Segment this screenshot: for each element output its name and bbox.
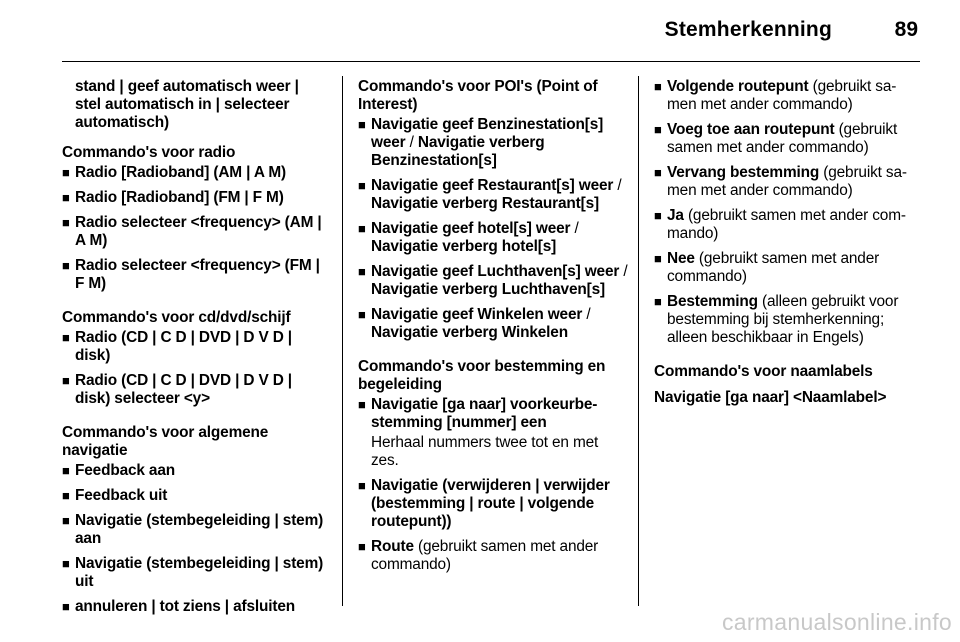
- header-divider: [62, 61, 920, 62]
- column-divider-1: [342, 76, 343, 606]
- list-item-text: Radio [Radioband] (FM | F M): [75, 189, 284, 206]
- list-item: [62, 512, 326, 548]
- name-label-commands-section: [654, 363, 922, 407]
- bullet-icon: ■: [358, 264, 366, 279]
- separator: /: [405, 134, 418, 151]
- bullet-icon: ■: [62, 165, 70, 180]
- bullet-icon: ■: [654, 165, 662, 180]
- list-item: [62, 189, 326, 207]
- destination-commands-section: [358, 358, 628, 574]
- column-divider-2: [638, 76, 639, 606]
- command-description: (gebruikt samen met ander com-mando): [667, 207, 906, 242]
- command-description: (gebruikt samen met ander commando): [667, 250, 880, 285]
- bullet-icon: ■: [62, 556, 70, 571]
- command-name: Route: [371, 538, 414, 555]
- bullet-icon: ■: [654, 208, 662, 223]
- cd-commands-section: [62, 309, 326, 408]
- list-item: [62, 462, 326, 480]
- bullet-icon: ■: [358, 478, 366, 493]
- column-2: [358, 78, 628, 590]
- list-item-text: Navigatie (stembegeleiding | stem) uit: [75, 555, 324, 590]
- list-item: [62, 598, 326, 616]
- bullet-icon: ■: [358, 178, 366, 193]
- list-item: [62, 555, 326, 591]
- list-item-text: Navigatie (stembegeleiding | stem) aan: [75, 512, 324, 547]
- route-commands-list: [654, 78, 922, 347]
- bullet-icon: ■: [654, 294, 662, 309]
- command-name: Nee: [667, 250, 695, 267]
- list-item: [62, 487, 326, 505]
- section-heading: Commando's voor algemene navigatie: [62, 424, 269, 459]
- list-item-text: Navigatie (verwijderen | verwijder (bestemming | route | volgende routepunt)): [371, 477, 610, 530]
- list-item-text: Radio [Radioband] (AM | A M): [75, 164, 286, 181]
- command-name: Voeg toe aan routepunt: [667, 121, 835, 138]
- bullet-icon: ■: [62, 513, 70, 528]
- bullet-icon: ■: [62, 463, 70, 478]
- command-description: (gebruikt sa-men met ander commando): [667, 164, 907, 199]
- list-item: [358, 263, 628, 299]
- section-heading: Commando's voor POI's (Point of Interest): [358, 78, 598, 113]
- list-item-text: Feedback aan: [75, 462, 175, 479]
- item-note: Herhaal nummers twee tot en met zes.: [371, 434, 599, 469]
- command-show: Navigatie geef Benzinestation[s] weer: [371, 116, 604, 151]
- radio-commands-section: [62, 144, 326, 293]
- list-item: [654, 164, 922, 200]
- list-item: [62, 214, 326, 250]
- list-item: [358, 116, 628, 170]
- list-item: [358, 396, 628, 432]
- list-item: [358, 306, 628, 342]
- separator: /: [582, 306, 591, 323]
- command-hide: Navigatie verberg Luchthaven[s]: [371, 281, 605, 298]
- list-item: [654, 121, 922, 157]
- section-heading: Commando's voor naamlabels: [654, 363, 873, 380]
- list-item: [62, 257, 326, 293]
- list-item-text: Radio selecteer <frequency> (AM | A M): [75, 214, 322, 249]
- bullet-icon: ■: [358, 397, 366, 412]
- list-item-text: annuleren | tot ziens | afsluiten: [75, 598, 296, 615]
- bullet-icon: ■: [358, 539, 366, 554]
- bullet-icon: ■: [654, 79, 662, 94]
- section-heading: Commando's voor radio: [62, 144, 236, 161]
- command-show: Navigatie geef Luchthaven[s] weer: [371, 263, 620, 280]
- command-show: Navigatie geef hotel[s] weer: [371, 220, 571, 237]
- bullet-icon: ■: [62, 258, 70, 273]
- list-item: [654, 293, 922, 347]
- section-heading: Commando's voor bestemming en begeleiding: [358, 358, 606, 393]
- page-number: 89: [894, 18, 918, 41]
- bullet-icon: ■: [62, 373, 70, 388]
- bullet-icon: ■: [62, 330, 70, 345]
- list-item: [358, 538, 628, 574]
- list-item: [654, 207, 922, 243]
- bullet-icon: ■: [62, 215, 70, 230]
- bullet-icon: ■: [654, 122, 662, 137]
- list-item-text: Navigatie [ga naar] voorkeurbe-stemming [nummer] een: [371, 396, 598, 431]
- bullet-icon: ■: [358, 221, 366, 236]
- list-item: [358, 220, 628, 256]
- list-item-text: Feedback uit: [75, 487, 168, 504]
- bullet-icon: ■: [62, 190, 70, 205]
- name-label-command: Navigatie [ga naar] <Naamlabel>: [654, 389, 887, 406]
- bullet-icon: ■: [358, 307, 366, 322]
- command-hide: Navigatie verberg Winkelen: [371, 324, 568, 341]
- list-item: [62, 164, 326, 182]
- list-item: [654, 250, 922, 286]
- list-item: [358, 177, 628, 213]
- list-item-text: Radio (CD | C D | DVD | D V D | disk) selecteer <y>: [75, 372, 292, 407]
- command-name: Vervang bestemming: [667, 164, 820, 181]
- bullet-icon: ■: [654, 251, 662, 266]
- command-description: (gebruikt samen met ander commando): [371, 538, 599, 573]
- bullet-icon: ■: [358, 117, 366, 132]
- separator: /: [570, 220, 579, 237]
- command-name: Ja: [667, 207, 684, 224]
- navigation-commands-section: [62, 424, 326, 616]
- list-item-text: Radio (CD | C D | DVD | D V D | disk): [75, 329, 292, 364]
- page-header-title: Stemherkenning: [664, 18, 832, 41]
- command-show: Navigatie geef Winkelen weer: [371, 306, 583, 323]
- list-item: [62, 329, 326, 365]
- bullet-icon: ■: [62, 488, 70, 503]
- separator: /: [613, 177, 622, 194]
- command-show: Navigatie geef Restaurant[s] weer: [371, 177, 614, 194]
- separator: /: [619, 263, 628, 280]
- bullet-icon: ■: [62, 599, 70, 614]
- continued-text: stand | geef automatisch weer | stel automatisch in | selecteer automatisch): [75, 78, 299, 131]
- command-description: (gebruikt samen met ander commando): [667, 121, 898, 156]
- command-description: (gebruikt sa-men met ander commando): [667, 78, 897, 113]
- poi-commands-section: [358, 78, 628, 342]
- list-item: [654, 78, 922, 114]
- command-hide: Navigatie verberg Benzinestation[s]: [371, 134, 545, 169]
- command-hide: Navigatie verberg Restaurant[s]: [371, 195, 599, 212]
- list-item: [62, 372, 326, 408]
- section-heading: Commando's voor cd/dvd/schijf: [62, 309, 291, 326]
- command-name: Volgende routepunt: [667, 78, 809, 95]
- command-description: (alleen gebruikt voor bestemming bij stemherkenning; alleen beschikbaar in Engels): [667, 293, 899, 346]
- watermark-logo: carmanualsonline.info: [721, 609, 952, 635]
- column-1: [62, 78, 326, 632]
- list-item-text: Radio selecteer <frequency> (FM | F M): [75, 257, 320, 292]
- list-item: [358, 477, 628, 531]
- column-3: [654, 78, 922, 423]
- command-hide: Navigatie verberg hotel[s]: [371, 238, 557, 255]
- command-name: Bestemming: [667, 293, 758, 310]
